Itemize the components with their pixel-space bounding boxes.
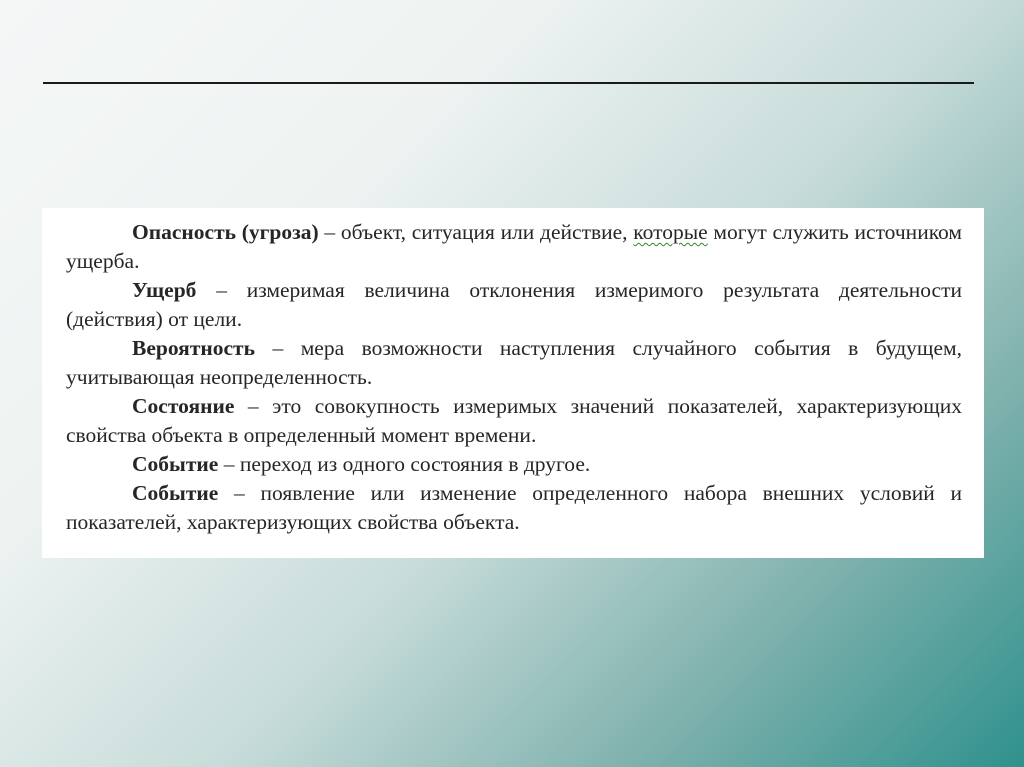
definition-veroyatnost [66,334,962,392]
definition-separator: – [234,394,273,418]
definitions-text-panel [42,208,984,558]
definition-opasnost [66,218,962,276]
definition-sobytie-2 [66,479,962,537]
definition-term: Ущерб [132,278,197,302]
definition-text: объект, ситуация или действие, [340,220,634,244]
definition-term: Событие [132,481,219,505]
definition-term: Опасность (угроза) [132,220,319,244]
definition-sostoyanie [66,392,962,450]
definition-separator: – [318,220,341,244]
definition-text: появление или изменение определенного набора внешних условий и показателей, характеризующих свойства объекта. [66,481,963,534]
definition-separator: – [196,278,247,302]
definition-text: переход из одного состояния в другое. [239,452,591,476]
definition-sobytie-1 [66,450,962,479]
definition-separator: – [218,481,261,505]
definition-text: измеримая величина отклонения измеримого результата деятельности (действия) от цели. [66,278,962,331]
definition-text: мера возможности наступления случайного события в будущем, учитывающая неопределенность. [66,336,962,389]
definition-text: могут служить источником ущерба. [66,220,962,273]
definition-text: это совокупность измеримых значений показателей, характеризующих свойства объекта в определенный момент времени. [66,394,963,447]
definition-term: Событие [132,452,219,476]
definition-term: Состояние [132,394,235,418]
definition-term: Вероятность [132,336,255,360]
definition-usherb [66,276,962,334]
definition-separator: – [218,452,240,476]
definition-separator: – [255,336,301,360]
spellcheck-marked-word: которые [633,220,708,244]
title-divider-line [43,82,974,84]
